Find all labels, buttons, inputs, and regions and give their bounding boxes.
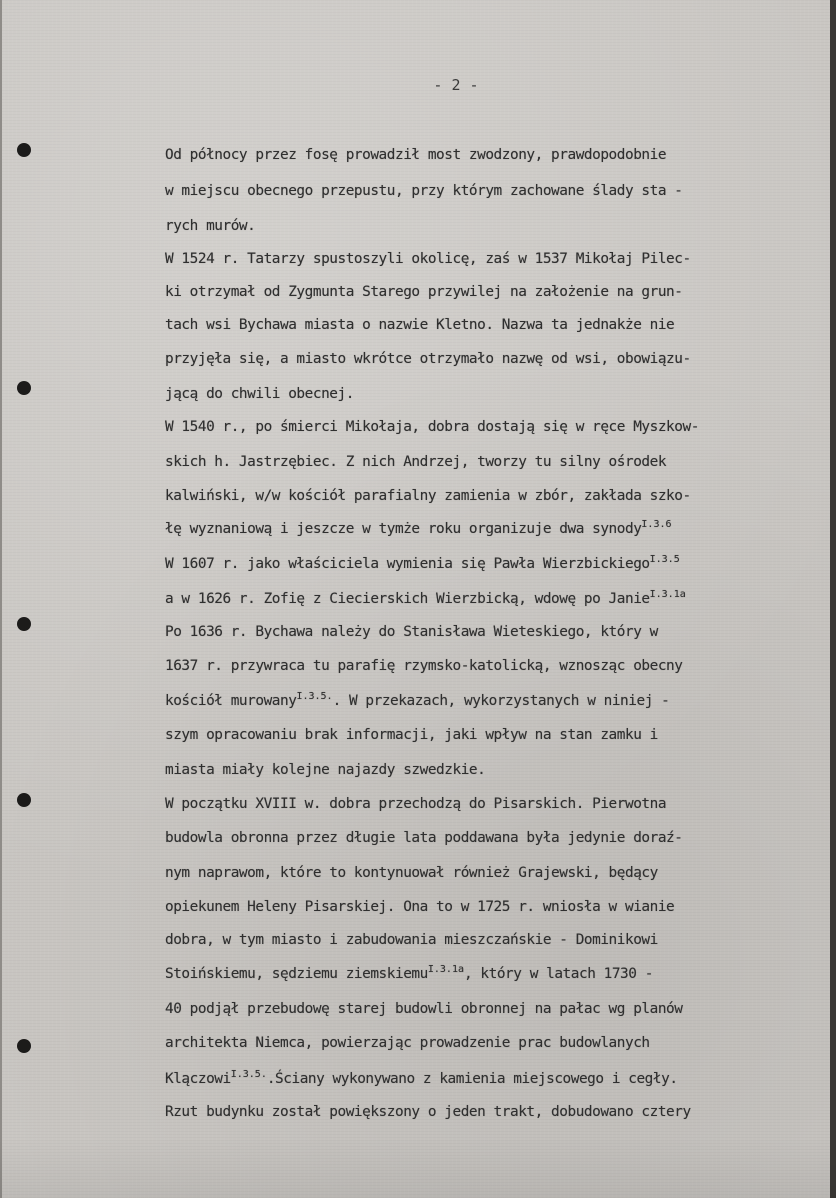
text-line: W 1524 r. Tatarzy spustoszyli okolicę, zaś w 1537 Mikołaj Pilec- xyxy=(165,251,691,267)
text-line: szym opracowaniu brak informacji, jaki wpływ na stan zamku i xyxy=(165,727,658,743)
text-line: W 1607 r. jako właściciela wymienia się Pawła Wierzbickiego$^{I.3.5}$ xyxy=(165,554,680,572)
footnote-ref: I.3.1a xyxy=(427,964,464,976)
text-line: skich h. Jastrzębiec. Z nich Andrzej, tworzy tu silny ośrodek xyxy=(165,454,667,470)
text-line: W 1540 r., po śmierci Mikołaja, dobra dostają się w ręce Myszkow- xyxy=(165,419,699,435)
text-line: architekta Niemca, powierzając prowadzenie prac budowlanych xyxy=(165,1035,650,1051)
text-line: opiekunem Heleny Pisarskiej. Ona to w 1725 r. wniosła w wianie xyxy=(165,899,675,915)
text-line: w miejscu obecnego przepustu, przy którym zachowane ślady sta - xyxy=(165,183,683,199)
text-line: 1637 r. przywraca tu parafię rzymsko-katolicką, wznosząc obecny xyxy=(165,658,683,674)
text-line: miasta miały kolejne najazdy szwedzkie. xyxy=(165,762,486,778)
text-line: budowla obronna przez długie lata poddawana była jedynie doraź- xyxy=(165,830,683,846)
footnote-ref: I.3.5. xyxy=(230,1069,267,1081)
footnote-ref: I.3.6 xyxy=(641,519,672,531)
text-line: Od północy przez fosę prowadził most zwodzony, prawdopodobnie xyxy=(165,147,667,163)
text-line: kościół murowany$^{I.3.5.}$. W przekazach, wykorzystanych w niniej - xyxy=(165,691,670,709)
text-line: Rzut budynku został powiększony o jeden trakt, dobudowano cztery xyxy=(165,1104,691,1120)
text-line: łę wyznaniową i jeszcze w tymże roku organizuje dwa synody$^{I.3.6}$ xyxy=(165,519,672,537)
page-number: - 2 - xyxy=(433,76,479,94)
text-line: dobra, w tym miasto i zabudowania mieszczańskie - Dominikowi xyxy=(165,932,658,948)
text-line: nym naprawom, które to kontynuował również Grajewski, będący xyxy=(165,865,658,881)
text-line: ki otrzymał od Zygmunta Starego przywilej na założenie na grun- xyxy=(165,284,683,300)
text-line: Po 1636 r. Bychawa należy do Stanisława Wieteskiego, który w xyxy=(165,624,658,640)
text-line: Klączowi$^{I.3.5.}$.Ściany wykonywano z kamienia miejscowego i cegły. xyxy=(165,1069,678,1087)
text-line: a w 1626 r. Zofię z Ciecierskich Wierzbicką, wdowę po Janie$^{I.3.1a}$ xyxy=(165,589,686,607)
text-line: tach wsi Bychawa miasta o nazwie Kletno. Nazwa ta jednakże nie xyxy=(165,317,675,333)
text-line: 40 podjął przebudowę starej budowli obronnej na pałac wg planów xyxy=(165,1001,683,1017)
text-line: jącą do chwili obecnej. xyxy=(165,386,354,402)
footnote-ref: I.3.5. xyxy=(296,691,333,703)
footnote-ref: I.3.1a xyxy=(649,589,686,601)
footnote-ref: I.3.5 xyxy=(649,554,680,566)
text-line: W początku XVIII w. dobra przechodzą do Pisarskich. Pierwotna xyxy=(165,796,667,812)
text-line: rych murów. xyxy=(165,218,256,234)
text-line: Stoińskiemu, sędziemu ziemskiemu$^{I.3.1a}$, który w latach 1730 - xyxy=(165,964,653,982)
text-line: kalwiński, w/w kościół parafialny zamienia w zbór, zakłada szko- xyxy=(165,488,691,504)
text-line: przyjęła się, a miasto wkrótce otrzymało nazwę od wsi, obowiązu- xyxy=(165,351,691,367)
